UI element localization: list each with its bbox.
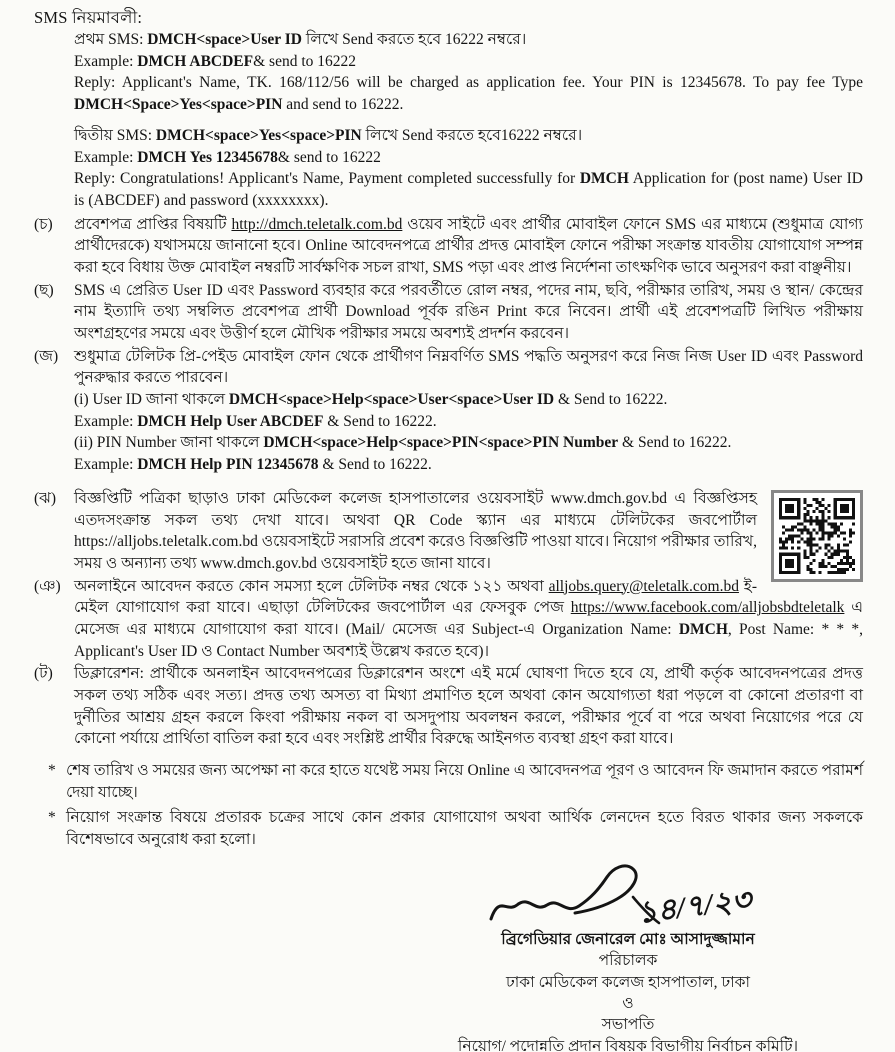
signatory-committee: নিয়োগ/ পদোন্নতি প্রদান বিষয়ক বিভাগীয় নির্বাচন কমিটি। [457,1037,799,1052]
asterisk-marker: * [48,762,56,780]
help-pin-example: Example: DMCH Help PIN 12345678 & Send to 16222. [74,456,432,474]
footnotes [34,760,863,851]
clause-ja-text: শুধুমাত্র টেলিটক প্রি-পেইড মোবাইল ফোন থেকে প্রার্থীগণ নিম্নবর্ণিত SMS পদ্ধতি অনুসরণ করে নিজ নিজ User ID এবং Password পুনরুদ্ধার করতে পারবেন। [74,347,863,387]
clause-chha-marker: (ছ) [34,281,54,299]
sms-instructions-block [74,29,863,212]
asterisk-marker: * [48,809,56,827]
clause-ta [34,663,863,750]
signature-scribble-stroke [491,866,636,919]
signatory-name: ব্রিগেডিয়ার জেনারেল মোঃ আসাদুজ্জামান [501,930,755,948]
note-apply-early-text: শেষ তারিখ ও সময়ের জন্য অপেক্ষা না করে হাতে যথেষ্ট সময় নিয়ে Online এ আবেদনপত্র পূরণ ও আবেদন ফি জমাদান করতে পরামর্শ দেয়া যাচ্ছে। [66,762,863,801]
qr-clause-group [34,488,863,663]
clause-ta-text: ডিক্লারেশন: প্রার্থীকে অনলাইন আবেদনপত্রের ডিক্লারেশন অংশে এই মর্মে ঘোষণা দিতে হবে যে, প্রার্থী কর্তৃক আবেদনপত্রের প্রদত্ত সকল তথ্য সঠিক এবং সত্য। প্রদত্ত তথ্য অসত্য বা মিথ্যা প্রমাণিত হলে অথবা কোন অযোগ্যতা ধরা পড়লে বা কোনো প্রতারণা বা দুর্নীতির আশ্রয় গ্রহন করলে কিংবা পরীক্ষায় নকল বা অসদুপায় অবলম্বন করলে, পরীক্ষার পূর্বে বা পরে অথবা নিয়োগের পরে যে কোনো পর্যায়ে প্রার্থিতা বাতিল করা হবে এবং সংশ্লিষ্ট প্রার্থীর বিরুদ্ধে আইনগত ব্যবস্থা গ্রহণ করা যাবে। [74,665,863,748]
spacer [74,116,863,125]
second-sms-reply: Reply: Congratulations! Applicant's Name, Payment completed successfully for DMCH Application for (post name) User ID is (ABCDEF) and password (xxxxxxxx). [74,170,863,209]
help-userid-example: Example: DMCH Help User ABCDEF & Send to 16222. [74,412,437,430]
qr-code [771,490,863,582]
signatory-conjunction: ও [622,994,634,1012]
first-sms-reply: Reply: Applicant's Name, TK. 168/112/56 will be charged as application fee. Your PIN is 12345678. To pay fee Type DMCH<Space>Yes<space>PIN and send to 16222. [74,74,863,114]
qr-code-svg [779,498,855,574]
clause-nya [34,576,863,663]
note-apply-early [48,760,863,803]
clause-cha-text: প্রবেশপত্র প্রাপ্তির বিষয়টি http://dmch.teletalk.com.bd ওয়েব সাইটে এবং প্রার্থীর মোবাইল ফোনে SMS এর মাধ্যমে (শুধুমাত্র যোগ্য প্রার্থীদেরকে) যথাসময়ে জানানো হবে। Online আবেদনপত্রে প্রার্থীর প্রদত্ত মোবাইল ফোনে পরীক্ষা সংক্রান্ত যাবতীয় যোগাযোগ সম্পন্ন করা হবে বিধায় উক্ত মোবাইল নম্বরটি সার্বক্ষণিক সচল রাখা, SMS পড়া এবং প্রাপ্ত নির্দেশনা তাৎক্ষণিক ভাবে অনুসরণ করা বাঞ্ছনীয়। [74,215,863,276]
second-sms-line: দ্বিতীয় SMS: DMCH<space>Yes<space>PIN লিখে Send করতে হবে16222 নম্বরে। [74,126,583,144]
second-sms-example: Example: DMCH Yes 12345678& send to 16222 [74,148,381,166]
clause-chha [34,280,863,345]
clause-list [34,214,863,751]
signature-date: ১৪/৭/২৩ [635,883,754,930]
clause-cha-marker: (চ) [34,215,53,233]
clause-jha-text: বিজ্ঞপ্তিটি পত্রিকা ছাড়াও ঢাকা মেডিকেল কলেজ হাসপাতালের ওয়েবসাইট www.dmch.gov.bd এ বিজ্ঞপ্তিসহ এতদসংক্রান্ত সকল তথ্য দেখা যাবে। অথবা QR Code স্ক্যান এর মাধ্যমে টেলিটকের জবপোর্টাল https://alljobs.teletalk.com.bd ওয়েবসাইটে সরাসরি প্রবেশ করেও বিজ্ঞপ্তিটি পাওয়া যাবে। নিয়োগ পরীক্ষার তারিখ, সময় ও অন্যান্য তথ্য www.dmch.gov.bd ওয়েবসাইট হতে জানা যাবে। [74,489,757,572]
clause-ta-marker: (ট) [34,665,53,683]
clause-jha-marker: (ঝ) [34,489,57,507]
clause-ja [34,346,863,389]
note-fraud-warning [48,807,863,850]
clause-chha-text: SMS এ প্রেরিত User ID এবং Password ব্যবহার করে পরবর্তীতে রোল নম্বর, পদের নাম, ছবি, পরীক্ষার তারিখ, সময় ও স্থান/ কেন্দ্রের নাম ইত্যাদি তথ্য সম্বলিত প্রবেশপত্র প্রার্থী Download পূর্বক রঙিন Print করে নিবেন। প্রার্থী এই প্রবেশপত্রটি লিখিত পরীক্ষায় অংশগ্রহণের সময়ে এবং উত্তীর্ণ হলে মৌখিক পরীক্ষার সময়ে অবশ্যই প্রদর্শন করবেন। [74,281,863,343]
signatory-title-director: পরিচালক [598,952,658,970]
signature-area [34,857,863,1052]
first-sms-line: প্রথম SMS: DMCH<space>User ID লিখে Send করতে হবে 16222 নম্বরে। [74,31,527,49]
clause-nya-text: অনলাইনে আবেদন করতে কোন সমস্যা হলে টেলিটক নম্বর থেকে ১২১ অথবা alljobs.query@teletalk.com.bd ই-মেইল যোগাযোগ করা যাবে। এছাড়া টেলিটকের জবপোর্টাল এর ফেসবুক পেজ https://www.facebook.com/alljobsbdteletalk এ মেসেজ এর মাধ্যমে যোগাযোগ করা যাবে। (Mail/ মেসেজ এর Subject-এ Organization Name: DMCH, Post Name: * * *, Applicant's User ID ও Contact Number অবশ্যই উল্লেখ করতে হবে)। [74,577,863,660]
signatory-block [393,929,863,1052]
clause-jha [34,488,863,575]
first-sms-example: Example: DMCH ABCDEF& send to 16222 [74,52,357,70]
clause-ja-marker: (জ) [34,347,59,365]
sms-rules-heading: SMS নিয়মাবলী: [34,8,143,27]
signatory-title-chairman: সভাপতি [601,1016,655,1034]
signatory-organization: ঢাকা মেডিকেল কলেজ হাসপাতাল, ঢাকা [506,973,750,991]
help-userid-line: (i) User ID জানা থাকলে DMCH<space>Help<space>User<space>User ID & Send to 16222. [74,391,668,409]
clause-nya-marker: (ঞ) [34,577,61,595]
help-pin-line: (ii) PIN Number জানা থাকলে DMCH<space>Help<space>PIN<space>PIN Number & Send to 16222. [74,434,732,452]
clause-cha [34,214,863,279]
note-fraud-warning-text: নিয়োগ সংক্রান্ত বিষয়ে প্রতারক চক্রের সাথে কোন প্রকার যোগাযোগ অথবা আর্থিক লেনদেন হতে বিরত থাকার জন্য সকলকে বিশেষভাবে অনুরোধ করা হলো। [66,809,863,849]
